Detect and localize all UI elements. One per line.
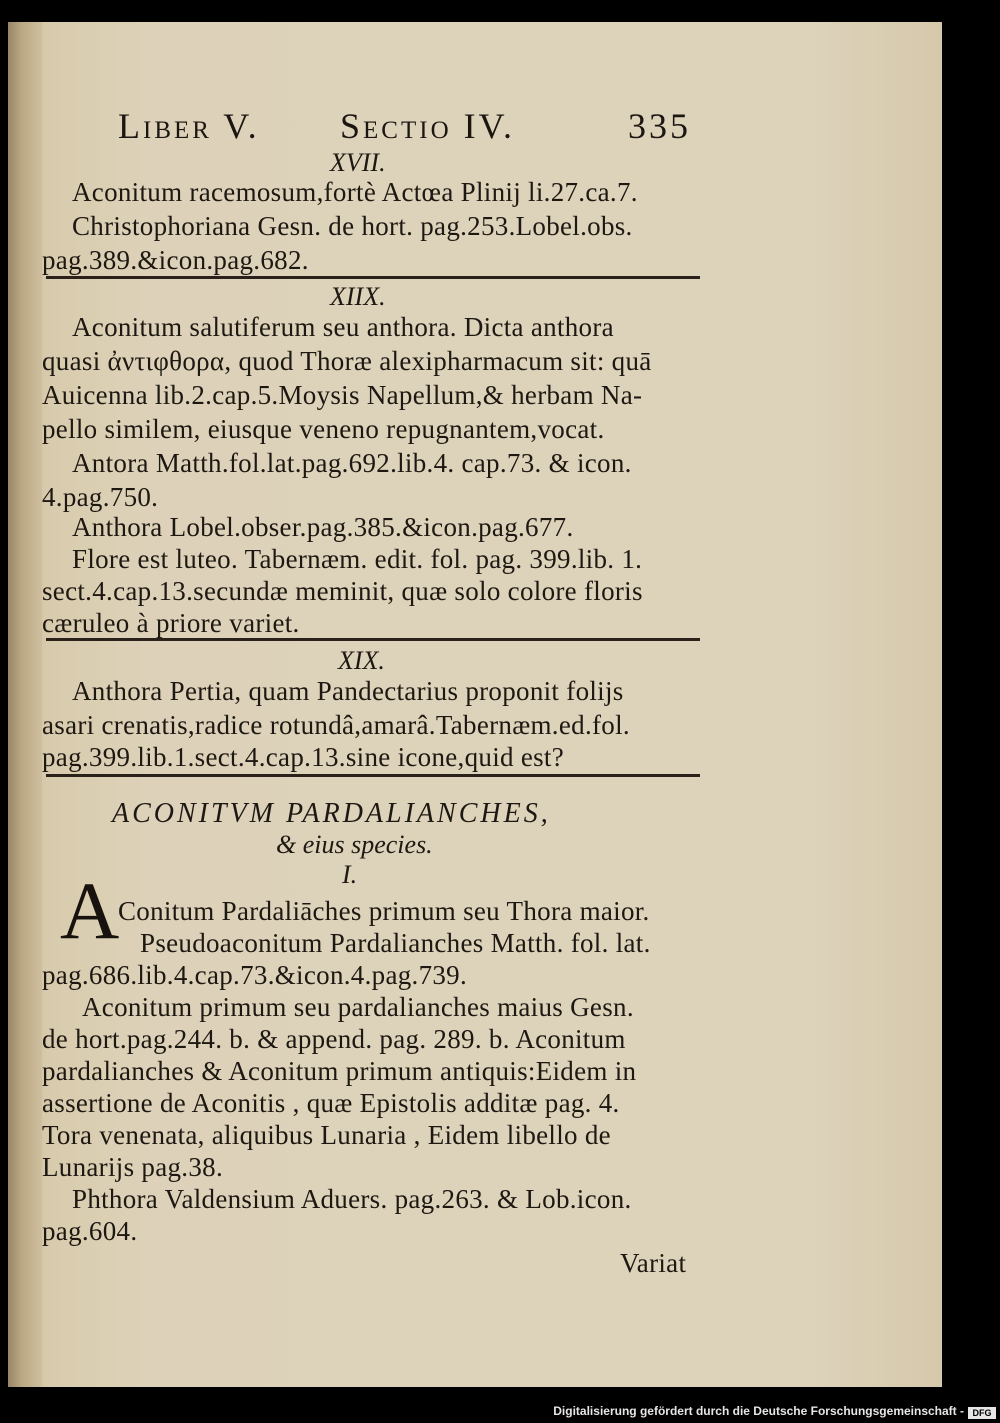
section-rule bbox=[46, 774, 700, 777]
section-heading-xvii: XVII. bbox=[330, 148, 386, 177]
section-heading-xiix: XIIX. bbox=[330, 282, 386, 311]
text-line: pello similem, eiusque veneno repugnantem,vocat. bbox=[42, 414, 605, 444]
text-line: Tora venenata, aliquibus Lunaria , Eidem libello de bbox=[42, 1120, 611, 1150]
running-header bbox=[8, 105, 942, 157]
dfg-logo: DFG bbox=[968, 1407, 996, 1419]
text-line: Aconitum primum seu pardalianches maius Gesn. bbox=[82, 992, 634, 1022]
text-line: Anthora Lobel.obser.pag.385.&icon.pag.677. bbox=[72, 512, 574, 542]
text-line: pag.389.&icon.pag.682. bbox=[42, 245, 309, 275]
catchword: Variat bbox=[620, 1248, 687, 1278]
text-line: Christophoriana Gesn. de hort. pag.253.Lobel.obs. bbox=[72, 211, 633, 241]
text-line: Antora Matth.fol.lat.pag.692.lib.4. cap.73. & icon. bbox=[72, 448, 632, 478]
chapter-subtitle: & eius species. bbox=[276, 830, 433, 859]
text-line: assertione de Aconitis , quæ Epistolis additæ pag. 4. bbox=[42, 1088, 620, 1118]
text-line: Phthora Valdensium Aduers. pag.263. & Lob.icon. bbox=[72, 1184, 632, 1214]
text-line: Pseudoaconitum Pardalianches Matth. fol. lat. bbox=[140, 928, 651, 958]
text-line: Anthora Pertia, quam Pandectarius proponit folijs bbox=[72, 676, 624, 706]
text-line: 4.pag.750. bbox=[42, 482, 159, 512]
chapter-number: I. bbox=[342, 860, 358, 889]
text-line: pag.399.lib.1.sect.4.cap.13.sine icone,quid est? bbox=[42, 742, 565, 772]
text-line: Lunarijs pag.38. bbox=[42, 1152, 224, 1182]
section-heading-xix: XIX. bbox=[338, 646, 385, 675]
section-rule bbox=[46, 276, 700, 279]
book-page bbox=[8, 22, 942, 1387]
digitization-credit: Digitalisierung gefördert durch die Deutsche Forschungsgemeinschaft - bbox=[553, 1404, 964, 1418]
text-line: pardalianches & Aconitum primum antiquis:Eidem in bbox=[42, 1056, 637, 1086]
text-line: asari crenatis,radice rotundâ,amarâ.Tabernæm.ed.fol. bbox=[42, 710, 630, 740]
text-line: sect.4.cap.13.secundæ meminit, quæ solo colore floris bbox=[42, 576, 643, 606]
text-line: pag.604. bbox=[42, 1216, 138, 1246]
text-line: quasi ἀντιφθορα, quod Thoræ alexipharmacum sit: quā bbox=[42, 346, 652, 376]
header-sectio: Sectio IV. bbox=[340, 106, 515, 146]
text-line: cæruleo à priore variet. bbox=[42, 608, 300, 638]
header-liber: Liber V. bbox=[118, 106, 260, 146]
section-rule bbox=[46, 638, 700, 641]
chapter-title: ACONITVM PARDALIANCHES, bbox=[112, 798, 551, 829]
text-line: pag.686.lib.4.cap.73.&icon.4.pag.739. bbox=[42, 960, 468, 990]
text-line: Auicenna lib.2.cap.5.Moysis Napellum,& herbam Na- bbox=[42, 380, 643, 410]
drop-cap: A bbox=[60, 865, 120, 956]
text-line: Flore est luteo. Tabernæm. edit. fol. pag. 399.lib. 1. bbox=[72, 544, 643, 574]
text-line: Aconitum racemosum,fortè Actœa Plinij li.27.ca.7. bbox=[72, 177, 638, 207]
page-number: 335 bbox=[628, 106, 691, 146]
text-line: Conitum Pardaliāches primum seu Thora maior. bbox=[118, 896, 650, 926]
text-line: de hort.pag.244. b. & append. pag. 289. b. Aconitum bbox=[42, 1024, 626, 1054]
page-spine-shadow bbox=[8, 22, 42, 1387]
text-line: Aconitum salutiferum seu anthora. Dicta anthora bbox=[72, 312, 614, 342]
